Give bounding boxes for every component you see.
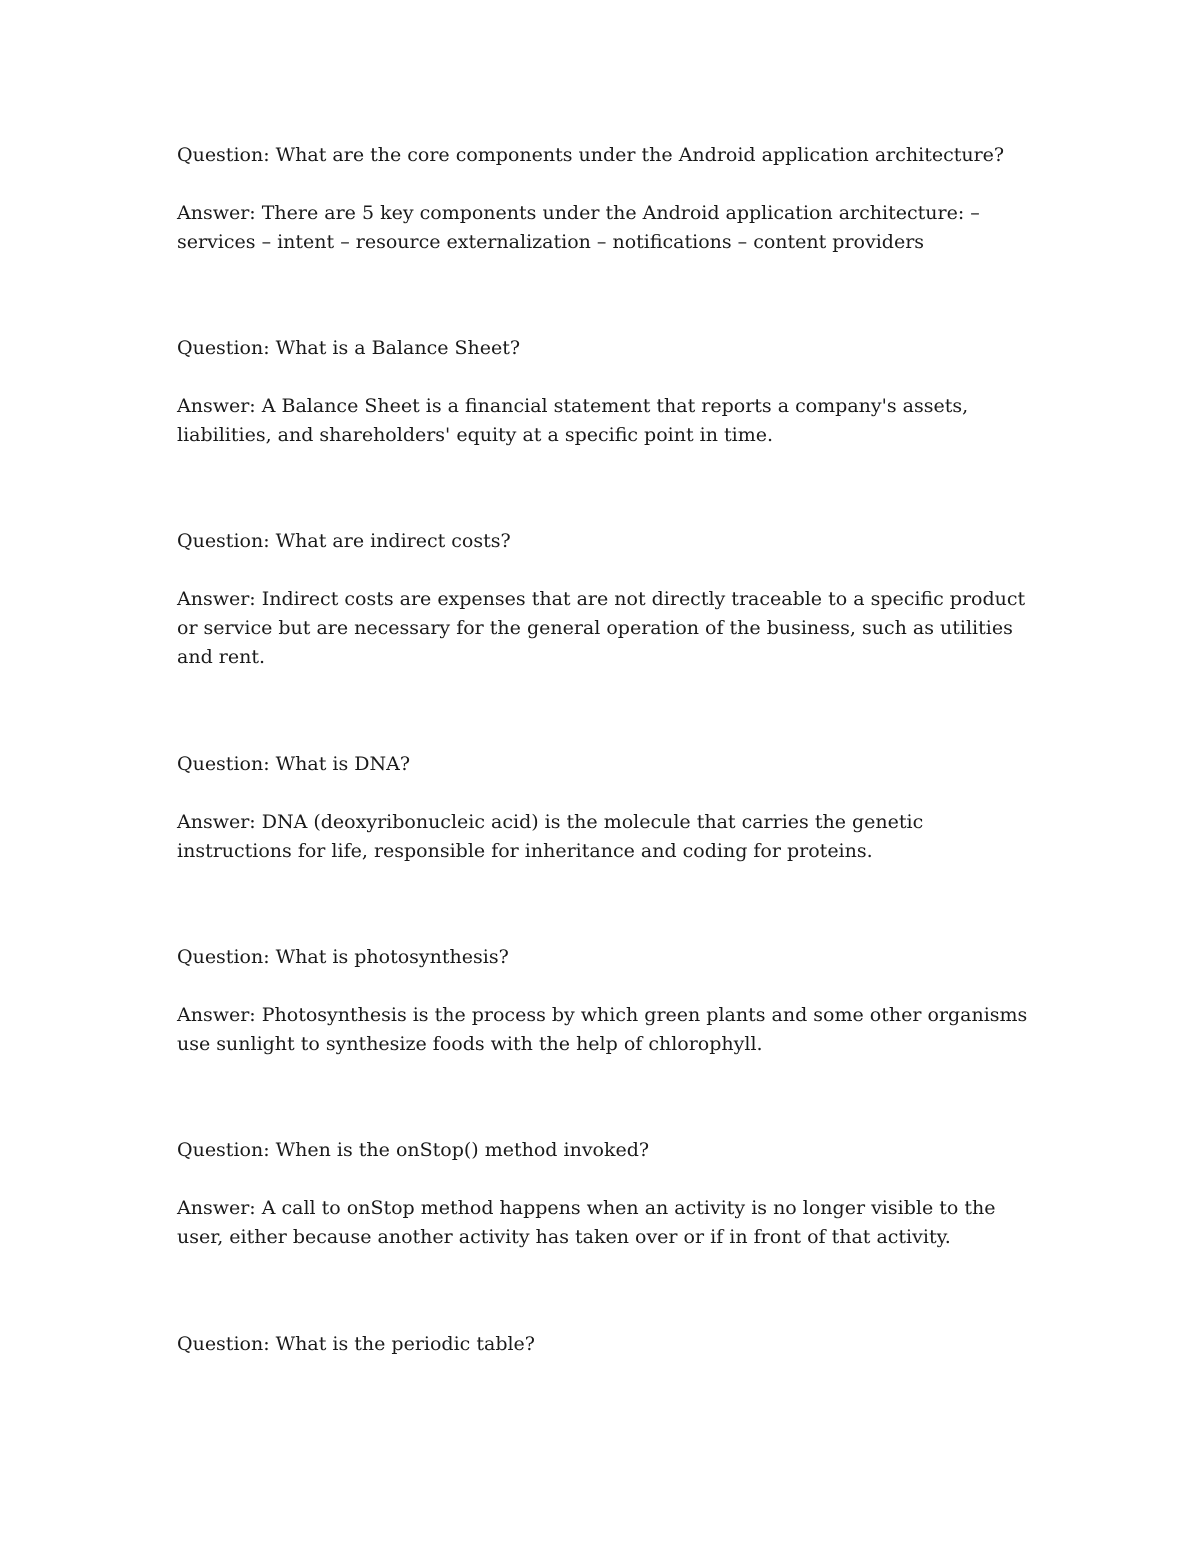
question-2: Question: What is a Balance Sheet?	[177, 337, 521, 359]
question-3: Question: What are indirect costs?	[177, 530, 511, 552]
answer-6: Answer: A call to onStop method happens when an activity is no longer visible to the user, either because another activity has taken over or if in front of that activity.	[177, 1197, 996, 1248]
question-6: Question: When is the onStop() method invoked?	[177, 1139, 650, 1161]
answer-4: Answer: DNA (deoxyribonucleic acid) is the molecule that carries the genetic instructions for life, responsible for inheritance and coding for proteins.	[177, 811, 924, 862]
question-5: Question: What is photosynthesis?	[177, 946, 509, 968]
answer-3: Answer: Indirect costs are expenses that are not directly traceable to a specific product or service but are necessary for the general operation of the business, such as utilities and rent.	[177, 588, 1026, 668]
question-1: Question: What are the core components under the Android application architecture?	[177, 144, 1005, 166]
question-7: Question: What is the periodic table?	[177, 1333, 535, 1355]
question-4: Question: What is DNA?	[177, 753, 411, 775]
answer-2: Answer: A Balance Sheet is a financial statement that reports a company's assets, liabilities, and shareholders' equity at a specific point in time.	[177, 395, 969, 446]
answer-5: Answer: Photosynthesis is the process by which green plants and some other organisms use sunlight to synthesize foods with the help of chlorophyll.	[177, 1004, 1028, 1055]
answer-1: Answer: There are 5 key components under the Android application architecture: – services – intent – resource externalization – notifications – content providers	[177, 202, 980, 253]
